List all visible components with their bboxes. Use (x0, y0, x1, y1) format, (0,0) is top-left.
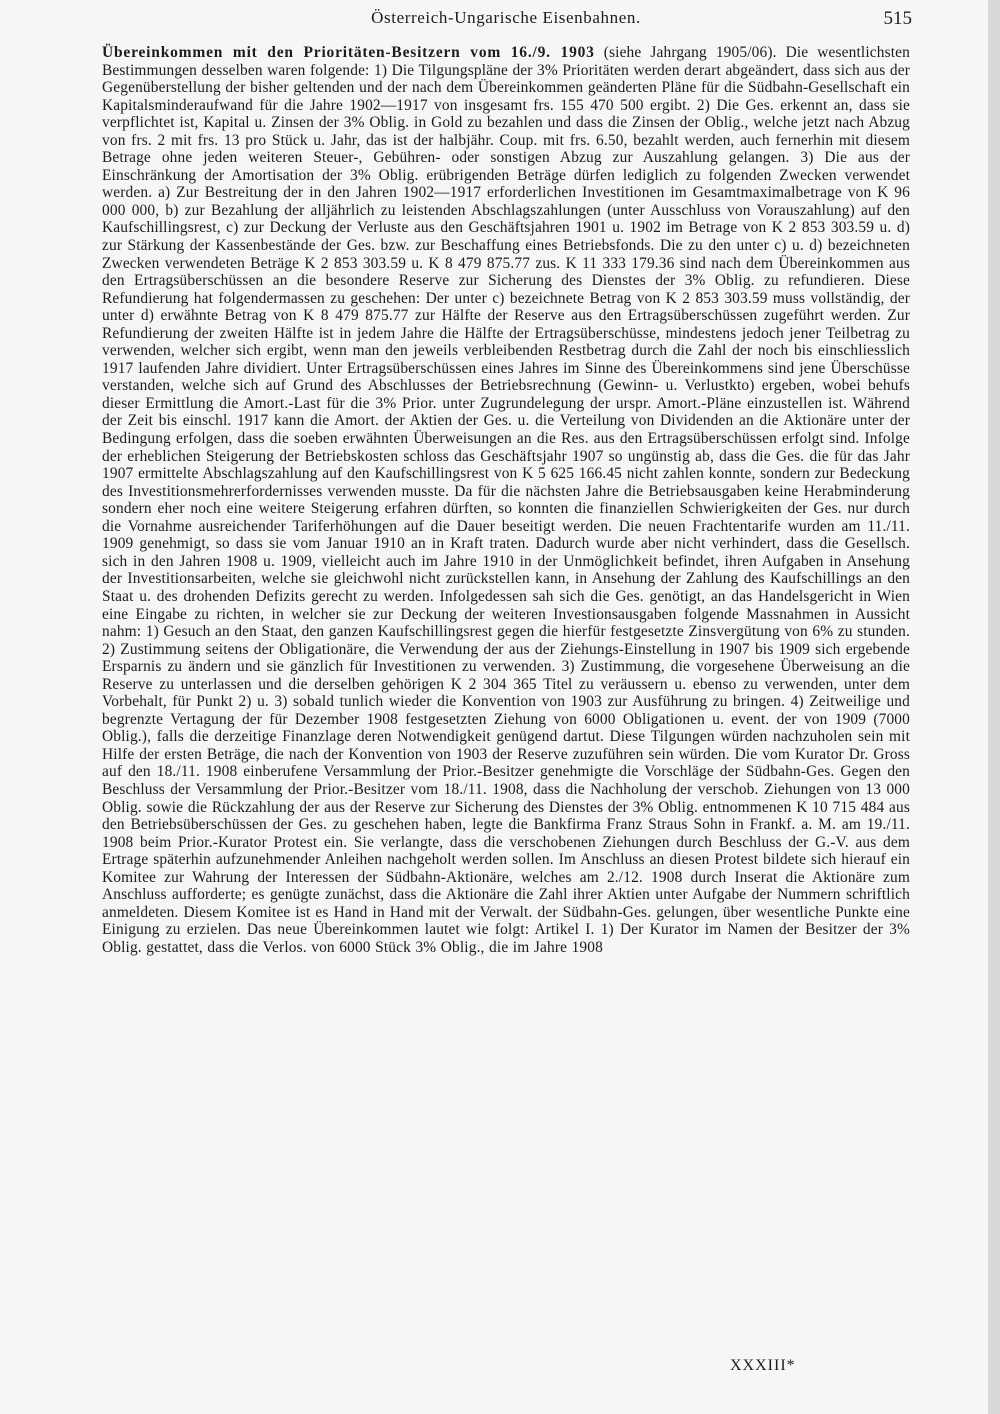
running-title: Österreich-Ungarische Eisenbahnen. (371, 8, 641, 27)
article-body (102, 44, 910, 956)
article-paragraph (102, 44, 910, 956)
article-heading-note: (siehe Jahrgang 1905/06). (594, 44, 777, 61)
article-text: Die wesentlichsten Bestimmungen desselben waren folgende: 1) Die Tilgungspläne der 3% Prioritäten werden derart abgeändert, dass sich aus der Gegenüberstellung der bisher geltenden und der nach dem Übereinkommen geänderten Pläne für die Südbahn-Gesellschaft ein Kapitalsminderaufwand für die Jahre 1902—1917 von insgesamt frs. 155 470 500 ergibt. 2) Die Ges. erkennt an, dass sie verpflichtet ist, Kapital u. Zinsen der 3% Oblig. in Gold zu bezahlen und dass die Zinsen der Oblig., welche jetzt nach Abzug von frs. 2 mit frs. 13 pro Stück u. Jahr, das ist der halbjähr. Coup. mit frs. 6.50, bezahlt werden, auch fernerhin mit diesem Betrage ohne jeden weiteren Steuer-, Gebühren- oder sonstigen Abzug zur Auszahlung gelangen. 3) Die aus der Einschränkung der Amortisation der 3% Oblig. erübrigenden Beträge dürfen lediglich zu folgenden Zwecken verwendet werden. a) Zur Bestreitung der in den Jahren 1902—1917 erforderlichen Investitionen im Gesamtmaximalbetrage von K 96 000 000, b) zur Bezahlung der alljährlich zu leistenden Abschlagszahlungen (unter Ausschluss von Vorauszahlung) auf den Kaufschillingsrest, c) zur Deckung der Verluste aus den Geschäftsjahren 1901 u. 1902 im Betrage von K 2 853 303.59 u. d) zur Stärkung der Kassenbestände der Ges. bzw. zur Beschaffung eines Betriebsfonds. Die zu den unter c) u. d) bezeichneten Zwecken verwendeten Beträge K 2 853 303.59 u. K 8 479 875.77 zus. K 11 333 179.36 sind nach dem Übereinkommen aus den Ertragsüberschüssen an die besondere Reserve zur Sicherung des Dienstes der 3% Oblig. zu refundieren. Diese Refundierung hat folgendermassen zu geschehen: Der unter c) bezeichnete Betrag von K 2 853 303.59 muss vollständig, der unter d) erwähnte Betrag von K 8 479 875.77 zur Hälfte der Reserve aus den Ertragsüberschüssen zugeführt werden. Zur Refundierung der zweiten Hälfte ist in jedem Jahre die Hälfte der Ertragsüberschüsse, mindestens jedoch jener Teilbetrag zu verwenden, welcher sich ergibt, wenn man den jeweils verbleibenden Restbetrag durch die Zahl der noch bis einschliesslich 1917 laufenden Jahre dividiert. Unter Ertragsüberschüssen eines Jahres im Sinne des Übereinkommens sind jene Überschüsse verstanden, welche sich auf Grund des Abschlusses der Betriebsrechnung (Gewinn- u. Verlustkto) ergeben, wobei behufs dieser Ermittlung die Amort.-Last für die 3% Prior. unter Zugrundelegung der urspr. Amort.-Pläne einzustellen ist. Während der Zeit bis einschl. 1917 kann die Amort. der Aktien der Ges. u. die Verteilung von Dividenden an die Aktionäre unter der Bedingung erfolgen, dass die soeben erwähnten Überweisungen an die Res. aus den Ertragsüberschüssen erfolgt sind. Infolge der erheblichen Steigerung der Betriebskosten schloss das Geschäftsjahr 1907 so ungünstig ab, dass die Ges. die für das Jahr 1907 ermittelte Abschlagszahlung auf den Kaufschillingsrest von K 5 625 166.45 nicht zahlen konnte, sondern zur Bedeckung des Investitionsmehrerfordernisses verwenden musste. Da für die nächsten Jahre die Betriebsausgaben keine Herabminderung sondern eher noch eine weitere Steigerung erfahren dürften, so konnten die finanziellen Schwierigkeiten der Ges. nur durch die Vornahme ausreichender Tariferhöhungen auf die Dauer beseitigt werden. Die neuen Frachtentarife wurden am 11./11. 1909 genehmigt, so dass sie vom Januar 1910 an in Kraft traten. Dadurch wurde aber nicht verhindert, dass die Gesellsch. sich in den Jahren 1908 u. 1909, vielleicht auch im Jahre 1910 in der Unmöglichkeit befindet, ihren Aufgaben in Ansehung der Investitionsarbeiten, welche sie gleichwohl nicht zurückstellen kann, in Ansehung der Zahlung des Kaufschillings an den Staat u. des drohenden Defizits gerecht zu werden. Infolgedessen sah sich die Ges. genötigt, an das Handelsgericht in Wien eine Eingabe zu richten, in welcher sie zur Deckung der weiteren Investionsausgaben folgende Massnahmen in Aussicht nahm: 1) Gesuch an den Staat, den ganzen Kaufschillingsrest gegen die hierfür festgesetzte Zinsvergütung von 6% zu stunden. 2) Zustimmung seitens der Obligationäre, die Verwendung der aus der Ziehungs-Einstellung in 1907 bis 1909 sich ergebende Ersparnis zu ändern und sie gänzlich für Investitionen zu verwenden. 3) Zustimmung, die vorgesehene Überweisung an die Reserve zu unterlassen und die derselben gehörigen K 2 304 365 Titel zu veräussern u. ebenso zu verwenden, unter dem Vorbehalt, für Punkt 2) u. 3) sobald tunlich wieder die Konvention von 1903 zur Ausführung zu bringen. 4) Zeitweilige und begrenzte Vertagung der für Dezember 1908 festgesetzten Ziehung von 6000 Obligationen u. event. der von 1909 (7000 Oblig.), falls die derzeitige Finanzlage deren Notwendigkeit genügend dartut. Diese Tilgungen würden nachzuholen sein mit Hilfe der ersten Beträge, die nach der Konvention von 1903 der Reserve zuzuführen sein würden. Die vom Kurator Dr. Gross auf den 18./11. 1908 einberufene Versammlung der Prior.-Besitzer genehmigte die Vorschläge der Südbahn-Ges. Gegen den Beschluss der Versammlung der Prior.-Besitzer vom 18./11. 1908, dass die Nachholung der verschob. Ziehungen von 13 000 Oblig. sowie die Rückzahlung der aus der Reserve zur Sicherung des Dienstes der 3% Oblig. entnommenen K 10 715 484 aus den Betriebsüberschüssen der Ges. zu geschehen haben, legte die Bankfirma Franz Straus Sohn in Frankf. a. M. am 19./11. 1908 beim Prior.-Kurator Protest ein. Sie verlangte, dass die verschobenen Ziehungen durch Beschluss der G.-V. aus dem Ertrage späterhin aufzunehmender Anleihen nachgeholt werden sollen. Im Anschluss an diesen Protest bildete sich hierauf ein Komitee zur Wahrung der Interessen der Südbahn-Aktionäre, welches am 2./12. 1908 durch Inserat die Aktionäre zum Anschluss aufforderte; es genügte zunächst, dass die Aktionäre die Zahl ihrer Aktien unter Aufgabe der Nummern schriftlich anmeldeten. Diesem Komitee ist es Hand in Hand mit der Verwalt. der Südbahn-Ges. gelungen, über wesentliche Punkte eine Einigung zu erzielen. Das neue Übereinkommen lautet wie folgt: Artikel I. 1) Der Kurator im Namen der Besitzer der 3% Oblig. gestattet, dass die Verlos. von 6000 Stück 3% Oblig., die im Jahre 1908 (102, 44, 911, 956)
article-heading: Übereinkommen mit den Prioritäten-Besitzern vom 16./9. 1903 (102, 44, 595, 61)
page-edge (988, 0, 1000, 1414)
page-number: 515 (883, 8, 912, 29)
page-header (100, 8, 912, 32)
signature-mark: XXXIII* (730, 1357, 796, 1374)
